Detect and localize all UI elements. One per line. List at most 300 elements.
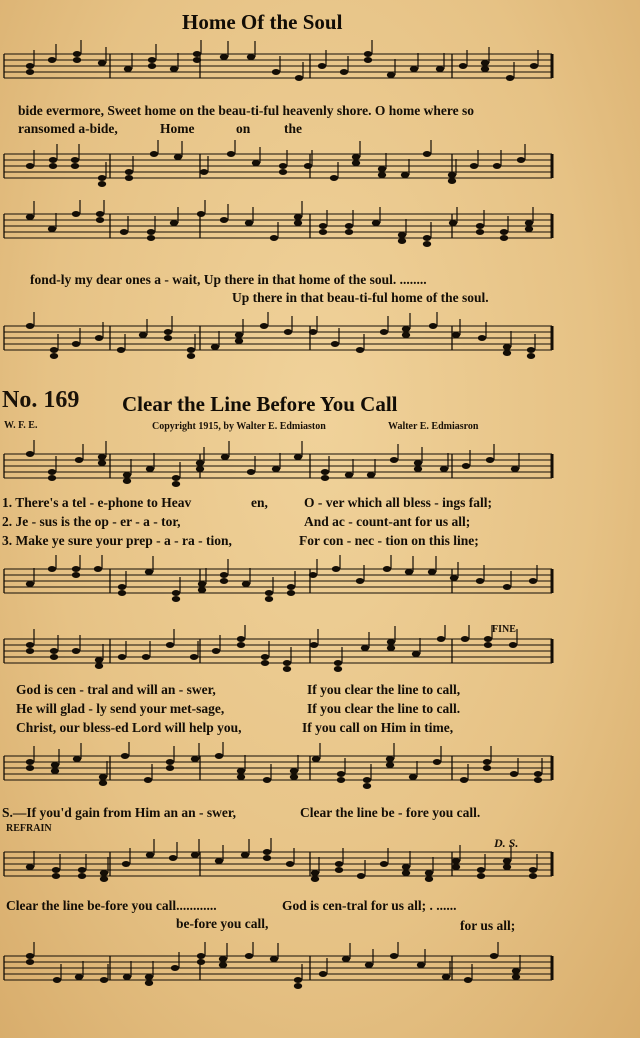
note-head	[402, 864, 410, 870]
note-head	[98, 460, 106, 466]
note-head	[71, 163, 79, 169]
note-head	[26, 959, 34, 965]
note-head	[219, 962, 227, 968]
note-head	[100, 977, 108, 983]
note-head	[190, 654, 198, 660]
note-head	[172, 590, 180, 596]
note-head	[437, 636, 445, 642]
note-head	[425, 876, 433, 882]
note-head	[352, 154, 360, 160]
note-head	[294, 454, 302, 460]
fine-marker: FINE	[492, 624, 516, 635]
note-head	[96, 211, 104, 217]
music-staff-8	[0, 742, 560, 798]
note-head	[26, 163, 34, 169]
note-head	[510, 771, 518, 777]
note-head	[503, 350, 511, 356]
lyric-line: en,	[251, 495, 268, 510]
note-head	[387, 639, 395, 645]
note-head	[50, 654, 58, 660]
lyric-line: Home	[160, 121, 195, 136]
note-head	[26, 323, 34, 329]
lyric-line: Christ, our bless-ed Lord will help you,	[16, 720, 242, 735]
note-head	[122, 861, 130, 867]
note-head	[334, 660, 342, 666]
note-head	[470, 163, 478, 169]
note-head	[50, 353, 58, 359]
note-head	[164, 335, 172, 341]
note-head	[197, 959, 205, 965]
note-head	[402, 326, 410, 332]
note-head	[51, 762, 59, 768]
note-head	[337, 777, 345, 783]
note-head	[330, 175, 338, 181]
note-head	[260, 323, 268, 329]
note-head	[378, 172, 386, 178]
note-head	[196, 466, 204, 472]
note-head	[364, 51, 372, 57]
note-head	[237, 642, 245, 648]
note-head	[220, 572, 228, 578]
lyric-line: be-fore you call,	[176, 916, 269, 931]
note-head	[123, 472, 131, 478]
note-head	[500, 229, 508, 235]
note-head	[48, 566, 56, 572]
note-head	[534, 777, 542, 783]
note-head	[284, 329, 292, 335]
note-head	[484, 636, 492, 642]
note-head	[72, 566, 80, 572]
note-head	[270, 956, 278, 962]
note-head	[525, 226, 533, 232]
note-head	[191, 852, 199, 858]
note-head	[49, 163, 57, 169]
note-head	[481, 60, 489, 66]
note-head	[481, 66, 489, 72]
note-head	[517, 157, 525, 163]
note-head	[52, 873, 60, 879]
note-head	[477, 873, 485, 879]
copyright-notice: Copyright 1915, by Walter E. Edmiaston	[152, 421, 326, 432]
note-head	[252, 160, 260, 166]
note-head	[433, 759, 441, 765]
note-head	[410, 66, 418, 72]
note-head	[166, 765, 174, 771]
note-head	[118, 584, 126, 590]
note-head	[221, 454, 229, 460]
note-head	[48, 469, 56, 475]
note-head	[78, 873, 86, 879]
note-head	[219, 956, 227, 962]
note-head	[383, 566, 391, 572]
note-head	[73, 756, 81, 762]
note-head	[197, 953, 205, 959]
note-head	[331, 341, 339, 347]
note-head	[356, 578, 364, 584]
note-head	[139, 332, 147, 338]
note-head	[345, 472, 353, 478]
note-head	[211, 344, 219, 350]
author-initials: W. F. E.	[4, 420, 38, 431]
note-head	[372, 220, 380, 226]
note-head	[75, 457, 83, 463]
note-head	[452, 858, 460, 864]
note-head	[118, 590, 126, 596]
note-head	[295, 75, 303, 81]
note-head	[290, 774, 298, 780]
note-head	[311, 870, 319, 876]
note-head	[452, 332, 460, 338]
note-head	[503, 858, 511, 864]
note-head	[440, 466, 448, 472]
note-head	[193, 57, 201, 63]
note-head	[50, 648, 58, 654]
note-head	[247, 469, 255, 475]
staff-drawing	[0, 555, 560, 611]
note-head	[147, 229, 155, 235]
note-head	[509, 642, 517, 648]
note-head	[364, 57, 372, 63]
note-head	[294, 220, 302, 226]
note-head	[398, 232, 406, 238]
note-head	[367, 472, 375, 478]
note-head	[337, 771, 345, 777]
note-head	[100, 870, 108, 876]
note-head	[191, 756, 199, 762]
note-head	[193, 51, 201, 57]
note-head	[123, 478, 131, 484]
note-head	[26, 69, 34, 75]
note-head	[123, 974, 131, 980]
note-head	[237, 636, 245, 642]
note-head	[187, 347, 195, 353]
note-head	[53, 977, 61, 983]
note-head	[390, 457, 398, 463]
note-head	[340, 69, 348, 75]
staff-drawing	[0, 440, 560, 496]
note-head	[365, 962, 373, 968]
lyric-line: fond-ly my dear ones a - wait, Up there in that home of the soul. ........	[30, 272, 427, 287]
note-head	[486, 457, 494, 463]
note-head	[220, 217, 228, 223]
note-head	[309, 572, 317, 578]
note-head	[174, 154, 182, 160]
note-head	[172, 596, 180, 602]
note-head	[386, 762, 394, 768]
note-head	[198, 587, 206, 593]
note-head	[294, 214, 302, 220]
note-head	[272, 466, 280, 472]
note-head	[48, 475, 56, 481]
note-head	[241, 852, 249, 858]
note-head	[50, 347, 58, 353]
note-head	[294, 977, 302, 983]
note-head	[311, 876, 319, 882]
note-head	[462, 463, 470, 469]
note-head	[99, 780, 107, 786]
note-head	[265, 590, 273, 596]
note-head	[428, 569, 436, 575]
note-head	[72, 341, 80, 347]
note-head	[290, 768, 298, 774]
note-head	[71, 157, 79, 163]
lyric-line: the	[284, 121, 302, 136]
note-head	[117, 347, 125, 353]
note-head	[476, 223, 484, 229]
note-head	[319, 971, 327, 977]
note-head	[166, 642, 174, 648]
note-head	[345, 229, 353, 235]
note-head	[279, 169, 287, 175]
note-head	[95, 335, 103, 341]
note-head	[464, 977, 472, 983]
lyric-line: If you clear the line to call,	[307, 682, 461, 697]
note-head	[478, 335, 486, 341]
song-title-home-of-the-soul: Home Of the Soul	[182, 10, 343, 34]
note-head	[459, 63, 467, 69]
note-head	[125, 169, 133, 175]
lyric-line: He will glad - ly send your met-sage,	[16, 701, 225, 716]
note-head	[247, 54, 255, 60]
note-head	[414, 466, 422, 472]
staff-drawing	[0, 625, 560, 681]
lyric-line: 3. Make ye sure your prep - a - ra - tion,	[2, 533, 232, 548]
note-head	[187, 353, 195, 359]
note-head	[148, 63, 156, 69]
note-head	[263, 855, 271, 861]
note-head	[120, 229, 128, 235]
note-head	[412, 651, 420, 657]
note-head	[423, 151, 431, 157]
note-head	[387, 72, 395, 78]
note-head	[279, 163, 287, 169]
note-head	[245, 220, 253, 226]
note-head	[500, 235, 508, 241]
note-head	[386, 756, 394, 762]
note-head	[98, 60, 106, 66]
note-head	[527, 353, 535, 359]
note-head	[263, 777, 271, 783]
note-head	[237, 768, 245, 774]
note-head	[171, 965, 179, 971]
note-head	[215, 858, 223, 864]
lyric-line: on	[236, 121, 251, 136]
note-head	[48, 57, 56, 63]
note-head	[142, 654, 150, 660]
music-staff-10	[0, 942, 560, 998]
hymn-number: No. 169	[2, 387, 80, 413]
note-head	[310, 642, 318, 648]
note-head	[78, 867, 86, 873]
note-head	[319, 223, 327, 229]
note-head	[235, 338, 243, 344]
music-staff-6	[0, 555, 560, 611]
lyric-line: And ac - count-ant for us all;	[304, 514, 471, 529]
note-head	[169, 855, 177, 861]
note-head	[287, 584, 295, 590]
note-head	[73, 57, 81, 63]
note-head	[26, 759, 34, 765]
note-head	[261, 654, 269, 660]
note-head	[484, 642, 492, 648]
music-staff-1	[0, 40, 560, 96]
note-head	[145, 974, 153, 980]
staff-drawing	[0, 742, 560, 798]
lyric-line: O - ver which all bless - ings fall;	[304, 495, 493, 510]
note-head	[283, 660, 291, 666]
note-head	[121, 753, 129, 759]
note-head	[270, 235, 278, 241]
note-head	[356, 347, 364, 353]
note-head	[148, 57, 156, 63]
note-head	[525, 220, 533, 226]
lyric-line: God is cen - tral and will an - swer,	[16, 682, 216, 697]
lyric-line: 1. There's a tel - e-phone to Heav	[2, 495, 192, 510]
note-head	[309, 329, 317, 335]
note-head	[503, 864, 511, 870]
note-head	[402, 332, 410, 338]
note-head	[319, 229, 327, 235]
note-head	[237, 774, 245, 780]
note-head	[493, 163, 501, 169]
note-head	[380, 861, 388, 867]
note-head	[409, 774, 417, 780]
note-head	[72, 572, 80, 578]
lyric-line: S.—If you'd gain from Him an an - swer,	[2, 805, 237, 820]
note-head	[363, 777, 371, 783]
note-head	[477, 867, 485, 873]
staff-drawing	[0, 140, 560, 196]
note-head	[401, 172, 409, 178]
note-head	[334, 666, 342, 672]
note-head	[321, 475, 329, 481]
note-head	[98, 175, 106, 181]
note-head	[263, 849, 271, 855]
note-head	[361, 645, 369, 651]
note-head	[398, 238, 406, 244]
note-head	[125, 175, 133, 181]
staff-drawing	[0, 942, 560, 998]
note-head	[342, 956, 350, 962]
note-head	[72, 211, 80, 217]
note-head	[448, 172, 456, 178]
note-head	[242, 581, 250, 587]
note-head	[335, 861, 343, 867]
note-head	[423, 241, 431, 247]
note-head	[198, 581, 206, 587]
note-head	[529, 578, 537, 584]
note-head	[402, 870, 410, 876]
note-head	[527, 347, 535, 353]
note-head	[26, 648, 34, 654]
note-head	[26, 214, 34, 220]
note-head	[196, 460, 204, 466]
music-staff-3	[0, 200, 560, 256]
note-head	[529, 867, 537, 873]
note-head	[26, 953, 34, 959]
note-head	[460, 777, 468, 783]
note-head	[150, 151, 158, 157]
note-head	[145, 980, 153, 986]
note-head	[429, 323, 437, 329]
lyric-line: Up there in that beau-ti-ful home of the soul.	[232, 290, 489, 305]
note-head	[261, 660, 269, 666]
refrain-label: REFRAIN	[6, 823, 52, 834]
lyric-line: ransomed a-bide,	[18, 121, 118, 136]
music-staff-9	[0, 838, 560, 894]
note-head	[476, 229, 484, 235]
note-head	[294, 983, 302, 989]
lyric-line: Clear the line be - fore you call.	[300, 805, 481, 820]
staff-drawing	[0, 838, 560, 894]
music-staff-2	[0, 140, 560, 196]
note-head	[503, 584, 511, 590]
note-head	[312, 756, 320, 762]
lyric-line: If you call on Him in time,	[302, 720, 454, 735]
note-head	[283, 666, 291, 672]
note-head	[332, 566, 340, 572]
note-head	[530, 63, 538, 69]
note-head	[414, 460, 422, 466]
note-head	[512, 974, 520, 980]
note-head	[52, 867, 60, 873]
note-head	[164, 329, 172, 335]
note-head	[75, 974, 83, 980]
note-head	[357, 873, 365, 879]
note-head	[98, 181, 106, 187]
note-head	[436, 66, 444, 72]
note-head	[345, 223, 353, 229]
note-head	[503, 344, 511, 350]
note-head	[99, 774, 107, 780]
note-head	[170, 66, 178, 72]
note-head	[352, 160, 360, 166]
note-head	[245, 953, 253, 959]
note-head	[511, 466, 519, 472]
note-head	[172, 475, 180, 481]
composer-credit: Walter E. Edmiasron	[388, 421, 479, 432]
note-head	[26, 765, 34, 771]
note-head	[220, 578, 228, 584]
note-head	[49, 157, 57, 163]
note-head	[94, 566, 102, 572]
note-head	[304, 163, 312, 169]
note-head	[100, 876, 108, 882]
note-head	[51, 768, 59, 774]
note-head	[144, 777, 152, 783]
note-head	[265, 596, 273, 602]
note-head	[146, 852, 154, 858]
note-head	[449, 220, 457, 226]
note-head	[380, 329, 388, 335]
note-head	[378, 166, 386, 172]
note-head	[483, 765, 491, 771]
note-head	[98, 454, 106, 460]
lyric-line: Clear the line be-fore you call............	[6, 898, 217, 913]
note-head	[26, 581, 34, 587]
note-head	[442, 974, 450, 980]
note-head	[363, 783, 371, 789]
note-head	[417, 962, 425, 968]
note-head	[227, 151, 235, 157]
note-head	[529, 873, 537, 879]
note-head	[423, 235, 431, 241]
note-head	[452, 864, 460, 870]
note-head	[26, 642, 34, 648]
note-head	[96, 217, 104, 223]
note-head	[200, 169, 208, 175]
note-head	[26, 63, 34, 69]
